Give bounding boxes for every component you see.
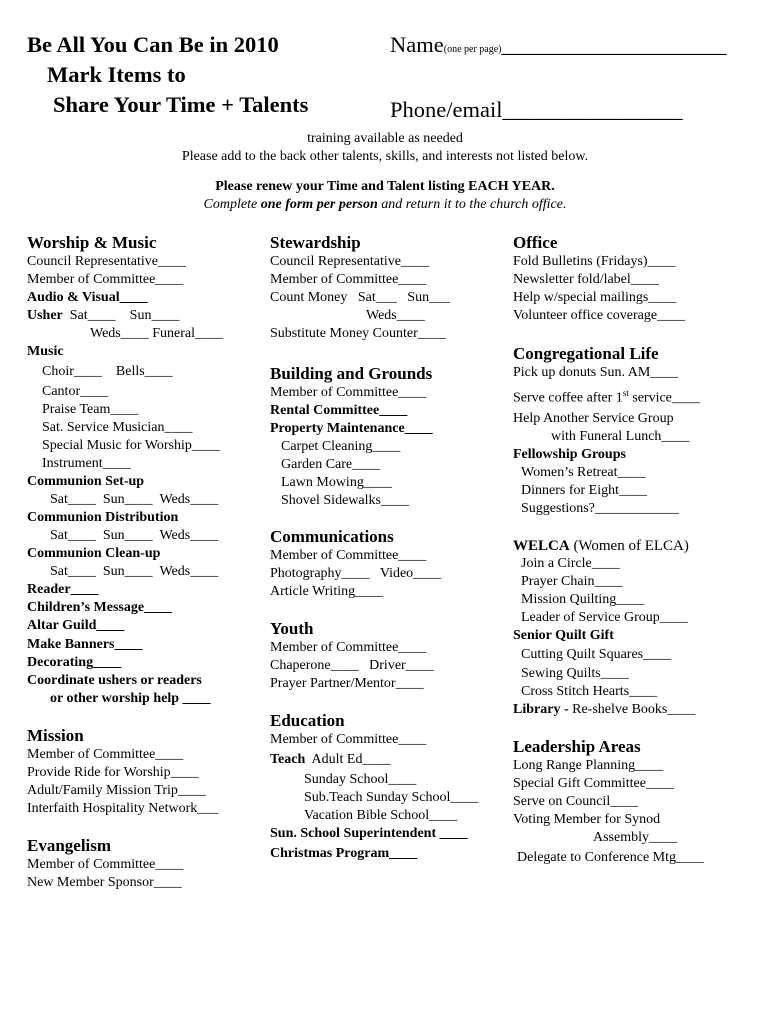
name-blank: ____________________ — [501, 32, 727, 57]
office-title: Office — [513, 233, 558, 252]
superintendent[interactable]: Sun. School Superintendent ____ — [270, 826, 468, 841]
phone-blank: ________________ — [502, 97, 683, 122]
fellowship-groups: Fellowship Groups — [513, 446, 626, 462]
youth-title: Youth — [270, 619, 314, 638]
coffee-pre: Serve coffee after 1 — [513, 390, 623, 406]
building-member[interactable]: Member of Committee____ — [270, 385, 427, 400]
education-title: Education — [270, 711, 345, 730]
usher-sat[interactable]: Sat____ — [69, 308, 116, 323]
setup-weds[interactable]: Weds____ — [159, 492, 219, 507]
communion-setup-heading: Communion Set-up — [27, 474, 145, 489]
communion-clean-row — [27, 563, 262, 581]
photography[interactable]: Photography____ — [270, 566, 370, 581]
volunteer-office[interactable]: Volunteer office coverage____ — [513, 308, 686, 323]
cutting-quilt-squares[interactable]: Cutting Quilt Squares____ — [521, 646, 672, 662]
complete-notice — [0, 196, 770, 214]
christmas-program[interactable]: Christmas Program____ — [270, 846, 418, 861]
name-label: Name — [390, 32, 444, 57]
delegate-conference[interactable]: Delegate to Conference Mtg____ — [517, 849, 704, 865]
welca-title: WELCA — [513, 537, 570, 554]
usher-weds[interactable]: Weds____ — [90, 326, 149, 341]
complete-bold: one form per person — [260, 197, 378, 212]
phone-label: Phone/email — [390, 97, 503, 122]
evangelism-member[interactable]: Member of Committee____ — [27, 857, 184, 872]
make-banners[interactable]: Make Banners____ — [27, 637, 143, 652]
column-right — [513, 233, 763, 869]
communications-title: Communications — [270, 527, 394, 546]
column-left — [27, 233, 262, 892]
mission-ride[interactable]: Provide Ride for Worship____ — [27, 765, 199, 780]
sewing-quilts[interactable]: Sewing Quilts____ — [521, 665, 629, 681]
building-title: Building and Grounds — [270, 364, 433, 383]
communications-member[interactable]: Member of Committee____ — [270, 548, 427, 563]
chaperone-driver-row — [270, 657, 508, 675]
sat-service-musician[interactable]: Sat. Service Musician____ — [42, 420, 193, 435]
join-circle[interactable]: Join a Circle____ — [521, 555, 620, 571]
teach-row — [270, 749, 508, 771]
renew-notice: Please renew your Time and Talent listing EACH YEAR. — [215, 179, 555, 194]
special-mailings[interactable]: Help w/special mailings____ — [513, 290, 677, 305]
worship-member[interactable]: Member of Committee____ — [27, 272, 184, 287]
title-line-2: Mark Items to — [47, 62, 186, 87]
newsletter-fold[interactable]: Newsletter fold/label____ — [513, 272, 659, 287]
evangelism-sponsor[interactable]: New Member Sponsor____ — [27, 875, 182, 890]
worship-usher-row-2 — [27, 325, 262, 343]
article-writing[interactable]: Article Writing____ — [270, 584, 384, 599]
setup-sat[interactable]: Sat____ — [50, 492, 96, 507]
childrens-message[interactable]: Children’s Message____ — [27, 600, 173, 615]
special-gift-committee[interactable]: Special Gift Committee____ — [513, 775, 674, 791]
library-row[interactable] — [513, 701, 763, 719]
complete-post: and return it to the church office. — [377, 197, 567, 212]
bells[interactable]: Bells____ — [115, 364, 173, 379]
cross-stitch-hearts[interactable]: Cross Stitch Hearts____ — [521, 683, 658, 699]
clean-weds[interactable]: Weds____ — [159, 564, 219, 579]
name-field[interactable] — [390, 30, 750, 65]
intro-training: training available as needed — [307, 131, 463, 146]
welca-subtitle: (Women of ELCA) — [569, 537, 689, 554]
lawn-mowing[interactable]: Lawn Mowing____ — [281, 475, 392, 490]
count-sat[interactable]: Sat___ — [357, 290, 397, 305]
special-music[interactable]: Special Music for Worship____ — [42, 438, 220, 453]
column-middle — [270, 233, 508, 865]
count-money-row — [270, 289, 508, 307]
serve-on-council[interactable]: Serve on Council____ — [513, 793, 639, 809]
count-sun[interactable]: Sun___ — [407, 290, 451, 305]
coordinate-ushers-2[interactable]: or other worship help ____ — [50, 691, 211, 706]
choir[interactable]: Choir____ — [42, 364, 102, 379]
dist-weds[interactable]: Weds____ — [159, 528, 219, 543]
funeral-lunch[interactable]: with Funeral Lunch____ — [551, 428, 690, 444]
chaperone[interactable]: Chaperone____ — [270, 658, 359, 673]
vacation-bible-school[interactable]: Vacation Bible School____ — [304, 808, 458, 823]
title-line-1: Be All You Can Be in 2010 — [27, 32, 279, 57]
voting-member-synod[interactable]: Voting Member for Synod — [513, 811, 661, 827]
fold-bulletins[interactable]: Fold Bulletins (Fridays)____ — [513, 254, 676, 269]
worship-usher-row — [27, 307, 262, 325]
instrument[interactable]: Instrument____ — [42, 456, 131, 471]
prayer-chain[interactable]: Prayer Chain____ — [521, 573, 623, 589]
contact-fields — [390, 30, 750, 125]
evangelism-title: Evangelism — [27, 836, 112, 855]
music-choir-row — [27, 361, 262, 383]
count-weds[interactable]: Weds____ — [366, 308, 425, 323]
communion-setup-row — [27, 491, 262, 509]
garden-care[interactable]: Garden Care____ — [281, 457, 381, 472]
education-member[interactable]: Member of Committee____ — [270, 732, 427, 747]
music-heading: Music — [27, 344, 64, 359]
communion-dist-heading: Communion Distribution — [27, 510, 179, 525]
property-maintenance[interactable]: Property Maintenance____ — [270, 421, 433, 436]
assembly[interactable]: Assembly____ — [593, 829, 677, 845]
clean-sun[interactable]: Sun____ — [102, 564, 153, 579]
senior-quilt-gift: Senior Quilt Gift — [513, 627, 614, 643]
usher-funeral[interactable]: Funeral____ — [152, 326, 224, 341]
mission-interfaith[interactable]: Interfaith Hospitality Network___ — [27, 801, 219, 816]
mission-member[interactable]: Member of Committee____ — [27, 747, 184, 762]
dist-sun[interactable]: Sun____ — [102, 528, 153, 543]
decorating[interactable]: Decorating____ — [27, 655, 122, 670]
reader[interactable]: Reader____ — [27, 582, 99, 597]
phone-email-field[interactable] — [390, 95, 750, 125]
photo-video-row — [270, 565, 508, 583]
mission-quilting[interactable]: Mission Quilting____ — [521, 591, 645, 607]
count-money-label: Count Money — [270, 290, 348, 305]
stewardship-member[interactable]: Member of Committee____ — [270, 272, 427, 287]
adult-ed[interactable]: Adult Ed____ — [311, 752, 391, 767]
dinners-for-eight[interactable]: Dinners for Eight____ — [521, 482, 647, 498]
substitute-counter[interactable]: Substitute Money Counter____ — [270, 326, 446, 341]
womens-retreat[interactable]: Women’s Retreat____ — [521, 464, 646, 480]
library-text: Re-shelve Books____ — [568, 701, 696, 717]
sunday-school[interactable]: Sunday School____ — [304, 772, 417, 787]
serve-coffee[interactable] — [513, 382, 763, 410]
pick-up-donuts[interactable]: Pick up donuts Sun. AM____ — [513, 365, 679, 380]
leader-service-group[interactable]: Leader of Service Group____ — [521, 609, 688, 625]
communion-clean-heading: Communion Clean-up — [27, 546, 161, 561]
mission-title: Mission — [27, 726, 84, 745]
setup-sun[interactable]: Sun____ — [102, 492, 153, 507]
altar-guild[interactable]: Altar Guild____ — [27, 618, 125, 633]
welca-heading — [513, 537, 763, 555]
cantor[interactable]: Cantor____ — [42, 384, 109, 399]
sub-teach[interactable]: Sub.Teach Sunday School____ — [304, 790, 479, 805]
form-title — [27, 30, 387, 120]
suggestions[interactable]: Suggestions?____________ — [521, 500, 679, 516]
video[interactable]: Video____ — [379, 566, 442, 581]
stewardship-council[interactable]: Council Representative____ — [270, 254, 430, 269]
usher-label: Usher — [27, 308, 63, 323]
name-note: (one per page) — [443, 44, 502, 55]
title-line-3: Share Your Time + Talents — [53, 92, 309, 117]
driver[interactable]: Driver____ — [369, 658, 434, 673]
teach-label: Teach — [270, 752, 306, 767]
clean-sat[interactable]: Sat____ — [50, 564, 96, 579]
praise-team[interactable]: Praise Team____ — [42, 402, 139, 417]
carpet-cleaning[interactable]: Carpet Cleaning____ — [281, 439, 401, 454]
stewardship-title: Stewardship — [270, 233, 361, 252]
complete-pre: Complete — [203, 197, 261, 212]
mission-trip[interactable]: Adult/Family Mission Trip____ — [27, 783, 206, 798]
worship-audio[interactable]: Audio & Visual____ — [27, 290, 148, 305]
leadership-title: Leadership Areas — [513, 736, 641, 756]
worship-council[interactable]: Council Representative____ — [27, 254, 187, 269]
prayer-partner[interactable]: Prayer Partner/Mentor____ — [270, 676, 424, 691]
help-service-group[interactable]: Help Another Service Group — [513, 410, 674, 426]
worship-title: Worship & Music — [27, 233, 157, 252]
communion-dist-row — [27, 527, 262, 545]
rental-committee[interactable]: Rental Committee____ — [270, 403, 408, 418]
coordinate-ushers[interactable]: Coordinate ushers or readers — [27, 673, 202, 688]
long-range-planning[interactable]: Long Range Planning____ — [513, 757, 664, 773]
youth-member[interactable]: Member of Committee____ — [270, 640, 427, 655]
coffee-post: service____ — [628, 390, 700, 406]
usher-sun[interactable]: Sun____ — [129, 308, 180, 323]
intro-add-back: Please add to the back other talents, skills, and interests not listed below. — [181, 149, 589, 164]
shovel-sidewalks[interactable]: Shovel Sidewalks____ — [281, 493, 409, 508]
library-label: Library - — [513, 701, 569, 717]
coffee-sup: st — [622, 388, 629, 398]
dist-sat[interactable]: Sat____ — [50, 528, 96, 543]
congregational-title: Congregational Life — [513, 344, 659, 363]
